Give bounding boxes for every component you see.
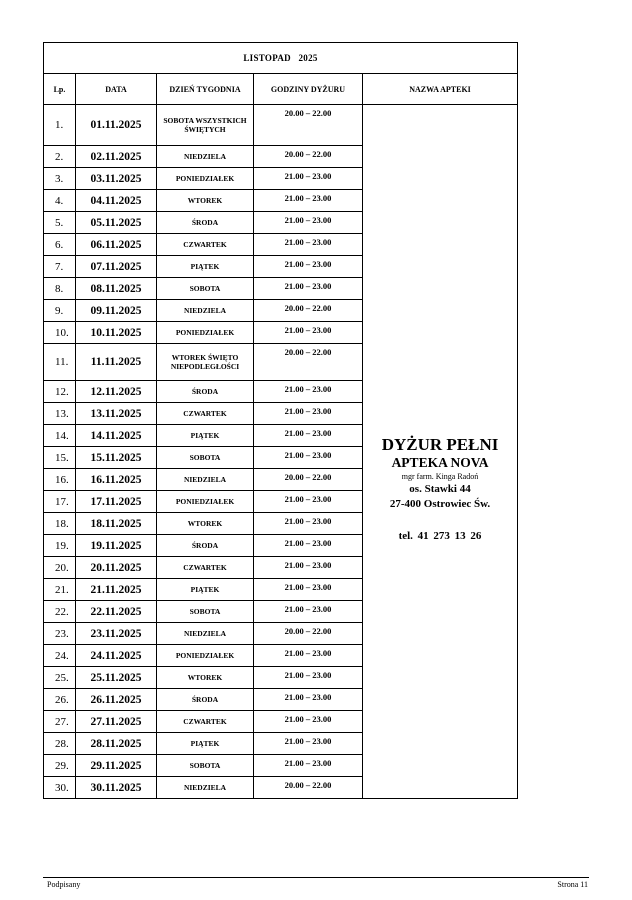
row-lp: 5. xyxy=(44,212,76,234)
row-lp: 19. xyxy=(44,535,76,557)
row-hours: 21.00 – 23.00 xyxy=(254,447,363,469)
row-hours: 21.00 – 23.00 xyxy=(254,322,363,344)
row-hours: 21.00 – 23.00 xyxy=(254,278,363,300)
row-lp: 12. xyxy=(44,381,76,403)
row-hours: 21.00 – 23.00 xyxy=(254,190,363,212)
row-date: 03.11.2025 xyxy=(76,168,157,190)
header-lp: Lp. xyxy=(44,74,76,105)
row-date: 28.11.2025 xyxy=(76,733,157,755)
row-date: 14.11.2025 xyxy=(76,425,157,447)
row-day: PONIEDZIAŁEK xyxy=(157,491,254,513)
row-day: WTOREK xyxy=(157,190,254,212)
row-hours: 21.00 – 23.00 xyxy=(254,513,363,535)
row-hours: 20.00 – 22.00 xyxy=(254,777,363,799)
row-lp: 29. xyxy=(44,755,76,777)
row-date: 11.11.2025 xyxy=(76,344,157,381)
row-day: SOBOTA WSZYSTKICH ŚWIĘTYCH xyxy=(157,105,254,146)
header-pharmacy: NAZWA APTEKI xyxy=(363,74,518,105)
row-lp: 16. xyxy=(44,469,76,491)
row-lp: 21. xyxy=(44,579,76,601)
row-lp: 15. xyxy=(44,447,76,469)
row-date: 21.11.2025 xyxy=(76,579,157,601)
header-date: DATA xyxy=(76,74,157,105)
row-lp: 8. xyxy=(44,278,76,300)
row-hours: 21.00 – 23.00 xyxy=(254,256,363,278)
row-date: 02.11.2025 xyxy=(76,146,157,168)
pharmacy-manager: mgr farm. Kinga Radoń xyxy=(401,472,479,481)
row-hours: 20.00 – 22.00 xyxy=(254,146,363,168)
row-lp: 27. xyxy=(44,711,76,733)
row-day: WTOREK ŚWIĘTO NIEPODLEGŁOŚCI xyxy=(157,344,254,381)
row-date: 22.11.2025 xyxy=(76,601,157,623)
row-hours: 21.00 – 23.00 xyxy=(254,234,363,256)
row-date: 29.11.2025 xyxy=(76,755,157,777)
row-hours: 20.00 – 22.00 xyxy=(254,300,363,322)
pharmacy-cell xyxy=(363,105,518,799)
row-day: ŚRODA xyxy=(157,535,254,557)
footer-page-number: Strona 11 xyxy=(557,880,588,889)
pharmacy-street: os. Stawki 44 xyxy=(409,483,471,495)
row-day: PIĄTEK xyxy=(157,579,254,601)
row-lp: 1. xyxy=(44,105,76,146)
row-day: NIEDZIELA xyxy=(157,777,254,799)
row-day: PONIEDZIAŁEK xyxy=(157,168,254,190)
pharmacy-phone: tel. 41 273 13 26 xyxy=(398,530,482,542)
row-day: ŚRODA xyxy=(157,381,254,403)
row-day: PONIEDZIAŁEK xyxy=(157,322,254,344)
row-lp: 2. xyxy=(44,146,76,168)
row-date: 19.11.2025 xyxy=(76,535,157,557)
row-lp: 4. xyxy=(44,190,76,212)
row-hours: 20.00 – 22.00 xyxy=(254,105,363,146)
row-day: CZWARTEK xyxy=(157,557,254,579)
row-day: CZWARTEK xyxy=(157,234,254,256)
row-day: CZWARTEK xyxy=(157,711,254,733)
row-hours: 21.00 – 23.00 xyxy=(254,645,363,667)
row-day: CZWARTEK xyxy=(157,403,254,425)
row-lp: 24. xyxy=(44,645,76,667)
row-day: NIEDZIELA xyxy=(157,146,254,168)
row-lp: 18. xyxy=(44,513,76,535)
row-day: ŚRODA xyxy=(157,212,254,234)
row-hours: 21.00 – 23.00 xyxy=(254,579,363,601)
row-date: 18.11.2025 xyxy=(76,513,157,535)
row-day: NIEDZIELA xyxy=(157,623,254,645)
row-lp: 30. xyxy=(44,777,76,799)
row-lp: 20. xyxy=(44,557,76,579)
row-lp: 10. xyxy=(44,322,76,344)
row-hours: 21.00 – 23.00 xyxy=(254,667,363,689)
row-date: 04.11.2025 xyxy=(76,190,157,212)
row-date: 25.11.2025 xyxy=(76,667,157,689)
row-lp: 26. xyxy=(44,689,76,711)
row-date: 24.11.2025 xyxy=(76,645,157,667)
table-title: LISTOPAD 2025 xyxy=(44,43,518,74)
row-day: SOBOTA xyxy=(157,601,254,623)
row-day: SOBOTA xyxy=(157,278,254,300)
row-date: 09.11.2025 xyxy=(76,300,157,322)
row-day: NIEDZIELA xyxy=(157,300,254,322)
row-lp: 3. xyxy=(44,168,76,190)
row-day: SOBOTA xyxy=(157,755,254,777)
row-date: 15.11.2025 xyxy=(76,447,157,469)
row-hours: 21.00 – 23.00 xyxy=(254,168,363,190)
footer-signed: Podpisany xyxy=(47,880,81,889)
row-hours: 21.00 – 23.00 xyxy=(254,601,363,623)
row-date: 12.11.2025 xyxy=(76,381,157,403)
row-hours: 21.00 – 23.00 xyxy=(254,403,363,425)
row-lp: 6. xyxy=(44,234,76,256)
row-hours: 21.00 – 23.00 xyxy=(254,212,363,234)
row-day: WTOREK xyxy=(157,667,254,689)
row-date: 05.11.2025 xyxy=(76,212,157,234)
pharmacy-name: APTEKA NOVA xyxy=(391,455,489,470)
row-lp: 11. xyxy=(44,344,76,381)
row-date: 17.11.2025 xyxy=(76,491,157,513)
duty-schedule-table xyxy=(43,42,518,799)
row-hours: 21.00 – 23.00 xyxy=(254,733,363,755)
row-date: 01.11.2025 xyxy=(76,105,157,146)
row-lp: 14. xyxy=(44,425,76,447)
row-date: 13.11.2025 xyxy=(76,403,157,425)
pharmacy-city: 27-400 Ostrowiec Św. xyxy=(389,498,491,510)
row-lp: 28. xyxy=(44,733,76,755)
row-lp: 25. xyxy=(44,667,76,689)
row-date: 16.11.2025 xyxy=(76,469,157,491)
row-hours: 21.00 – 23.00 xyxy=(254,491,363,513)
row-lp: 13. xyxy=(44,403,76,425)
row-date: 26.11.2025 xyxy=(76,689,157,711)
row-day: NIEDZIELA xyxy=(157,469,254,491)
row-lp: 17. xyxy=(44,491,76,513)
pharmacy-duty-label: DYŻUR PEŁNI xyxy=(381,435,499,454)
row-hours: 20.00 – 22.00 xyxy=(254,469,363,491)
row-hours: 21.00 – 23.00 xyxy=(254,689,363,711)
row-hours: 21.00 – 23.00 xyxy=(254,381,363,403)
row-day: PIĄTEK xyxy=(157,425,254,447)
row-date: 27.11.2025 xyxy=(76,711,157,733)
row-hours: 20.00 – 22.00 xyxy=(254,623,363,645)
row-lp: 9. xyxy=(44,300,76,322)
row-hours: 20.00 – 22.00 xyxy=(254,344,363,381)
row-hours: 21.00 – 23.00 xyxy=(254,557,363,579)
row-hours: 21.00 – 23.00 xyxy=(254,711,363,733)
row-day: PIĄTEK xyxy=(157,733,254,755)
row-date: 23.11.2025 xyxy=(76,623,157,645)
row-day: PIĄTEK xyxy=(157,256,254,278)
header-day: DZIEŃ TYGODNIA xyxy=(157,74,254,105)
header-hours: GODZINY DYŻURU xyxy=(254,74,363,105)
table-row xyxy=(44,105,518,146)
header-row xyxy=(44,74,518,105)
row-lp: 23. xyxy=(44,623,76,645)
row-day: SOBOTA xyxy=(157,447,254,469)
row-date: 20.11.2025 xyxy=(76,557,157,579)
footer-divider xyxy=(43,877,589,878)
row-day: PONIEDZIAŁEK xyxy=(157,645,254,667)
row-date: 07.11.2025 xyxy=(76,256,157,278)
row-hours: 21.00 – 23.00 xyxy=(254,755,363,777)
row-day: WTOREK xyxy=(157,513,254,535)
row-date: 30.11.2025 xyxy=(76,777,157,799)
row-lp: 22. xyxy=(44,601,76,623)
row-lp: 7. xyxy=(44,256,76,278)
row-hours: 21.00 – 23.00 xyxy=(254,535,363,557)
row-date: 06.11.2025 xyxy=(76,234,157,256)
row-date: 10.11.2025 xyxy=(76,322,157,344)
row-date: 08.11.2025 xyxy=(76,278,157,300)
row-day: ŚRODA xyxy=(157,689,254,711)
row-hours: 21.00 – 23.00 xyxy=(254,425,363,447)
